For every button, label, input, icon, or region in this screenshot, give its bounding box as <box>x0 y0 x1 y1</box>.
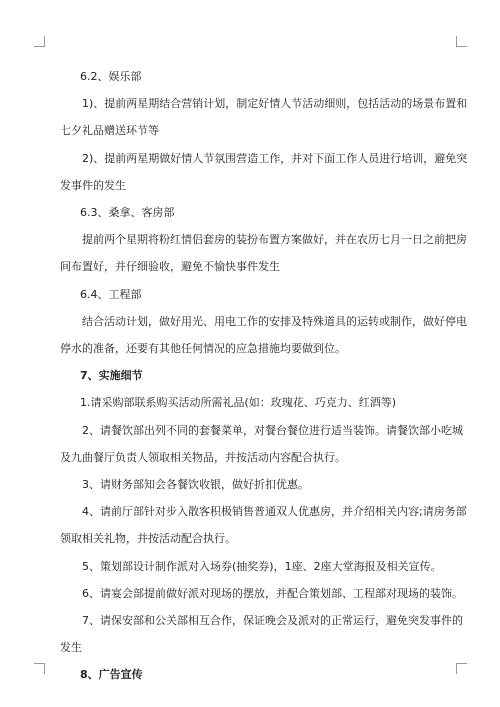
paragraph-line: 2、请餐饮部出列不同的套餐菜单，对餐台餐位进行适当装饰。请餐饮部小吃城 <box>82 423 463 437</box>
paragraph-line: 4、请前厅部针对步入散客积极销售普通双人优惠房，并介绍相关内容;请房务部 <box>82 505 467 519</box>
section-heading-6-2: 6.2、娱乐部 <box>80 70 142 83</box>
crop-mark-bottom-right <box>456 663 467 674</box>
paragraph-line: 发事件的发生 <box>60 178 126 192</box>
paragraph-line: 及九曲餐厅负责人领取相关物品，并按活动内容配合执行。 <box>60 450 346 464</box>
section-heading-6-3: 6.3、桑拿、客房部 <box>80 206 175 220</box>
paragraph-line: 5、策划部设计制作派对入场券(抽奖券)，1座、2座大堂海报及相关宣传。 <box>82 559 442 573</box>
paragraph-line: 1.请采购部联系购买活动所需礼品(如：玫瑰花、巧克力、红酒等) <box>80 396 397 410</box>
paragraph-line: 发生 <box>60 641 82 655</box>
paragraph-line: 7、请保安部和公关部相互合作，保证晚会及派对的正常运行，避免突发事件的 <box>82 614 463 628</box>
paragraph-line: 停水的准备，还要有其他任何情况的应急措施均要做到位。 <box>60 342 346 356</box>
crop-mark-top-left <box>34 36 45 47</box>
paragraph-line: 七夕礼品赠送环节等 <box>60 124 159 138</box>
crop-mark-top-right <box>456 36 467 47</box>
paragraph-line: 领取相关礼物，并按活动配合执行。 <box>60 532 236 546</box>
paragraph-line: 2)、提前两星期做好情人节氛围营造工作，并对下面工作人员进行培训，避免突 <box>82 151 468 165</box>
paragraph-line: 3、请财务部知会各餐饮收银，做好折扣优惠。 <box>82 478 309 492</box>
paragraph-line: 间布置好，并仔细验收，避免不愉快事件发生 <box>60 260 280 274</box>
paragraph-line: 结合活动计划，做好用光、用电工作的安排及特殊道具的运转或制作，做好停电 <box>82 314 467 328</box>
document-body <box>60 63 468 689</box>
paragraph-line: 1)、提前两星期结合营销计划，制定好情人节活动细则，包括活动的场景布置和 <box>82 97 468 111</box>
section-heading-6-4: 6.4、工程部 <box>80 287 142 301</box>
section-heading-8: 8、广告宣传 <box>80 668 143 682</box>
crop-mark-bottom-left <box>34 663 45 674</box>
paragraph-line: 提前两个星期将粉红情侣套房的装扮布置方案做好，并在农历七月一日之前把房 <box>82 233 467 247</box>
paragraph-line: 6、请宴会部提前做好派对现场的摆放，并配合策划部、工程部对现场的装饰。 <box>82 586 463 600</box>
section-heading-7: 7、实施细节 <box>80 369 143 383</box>
